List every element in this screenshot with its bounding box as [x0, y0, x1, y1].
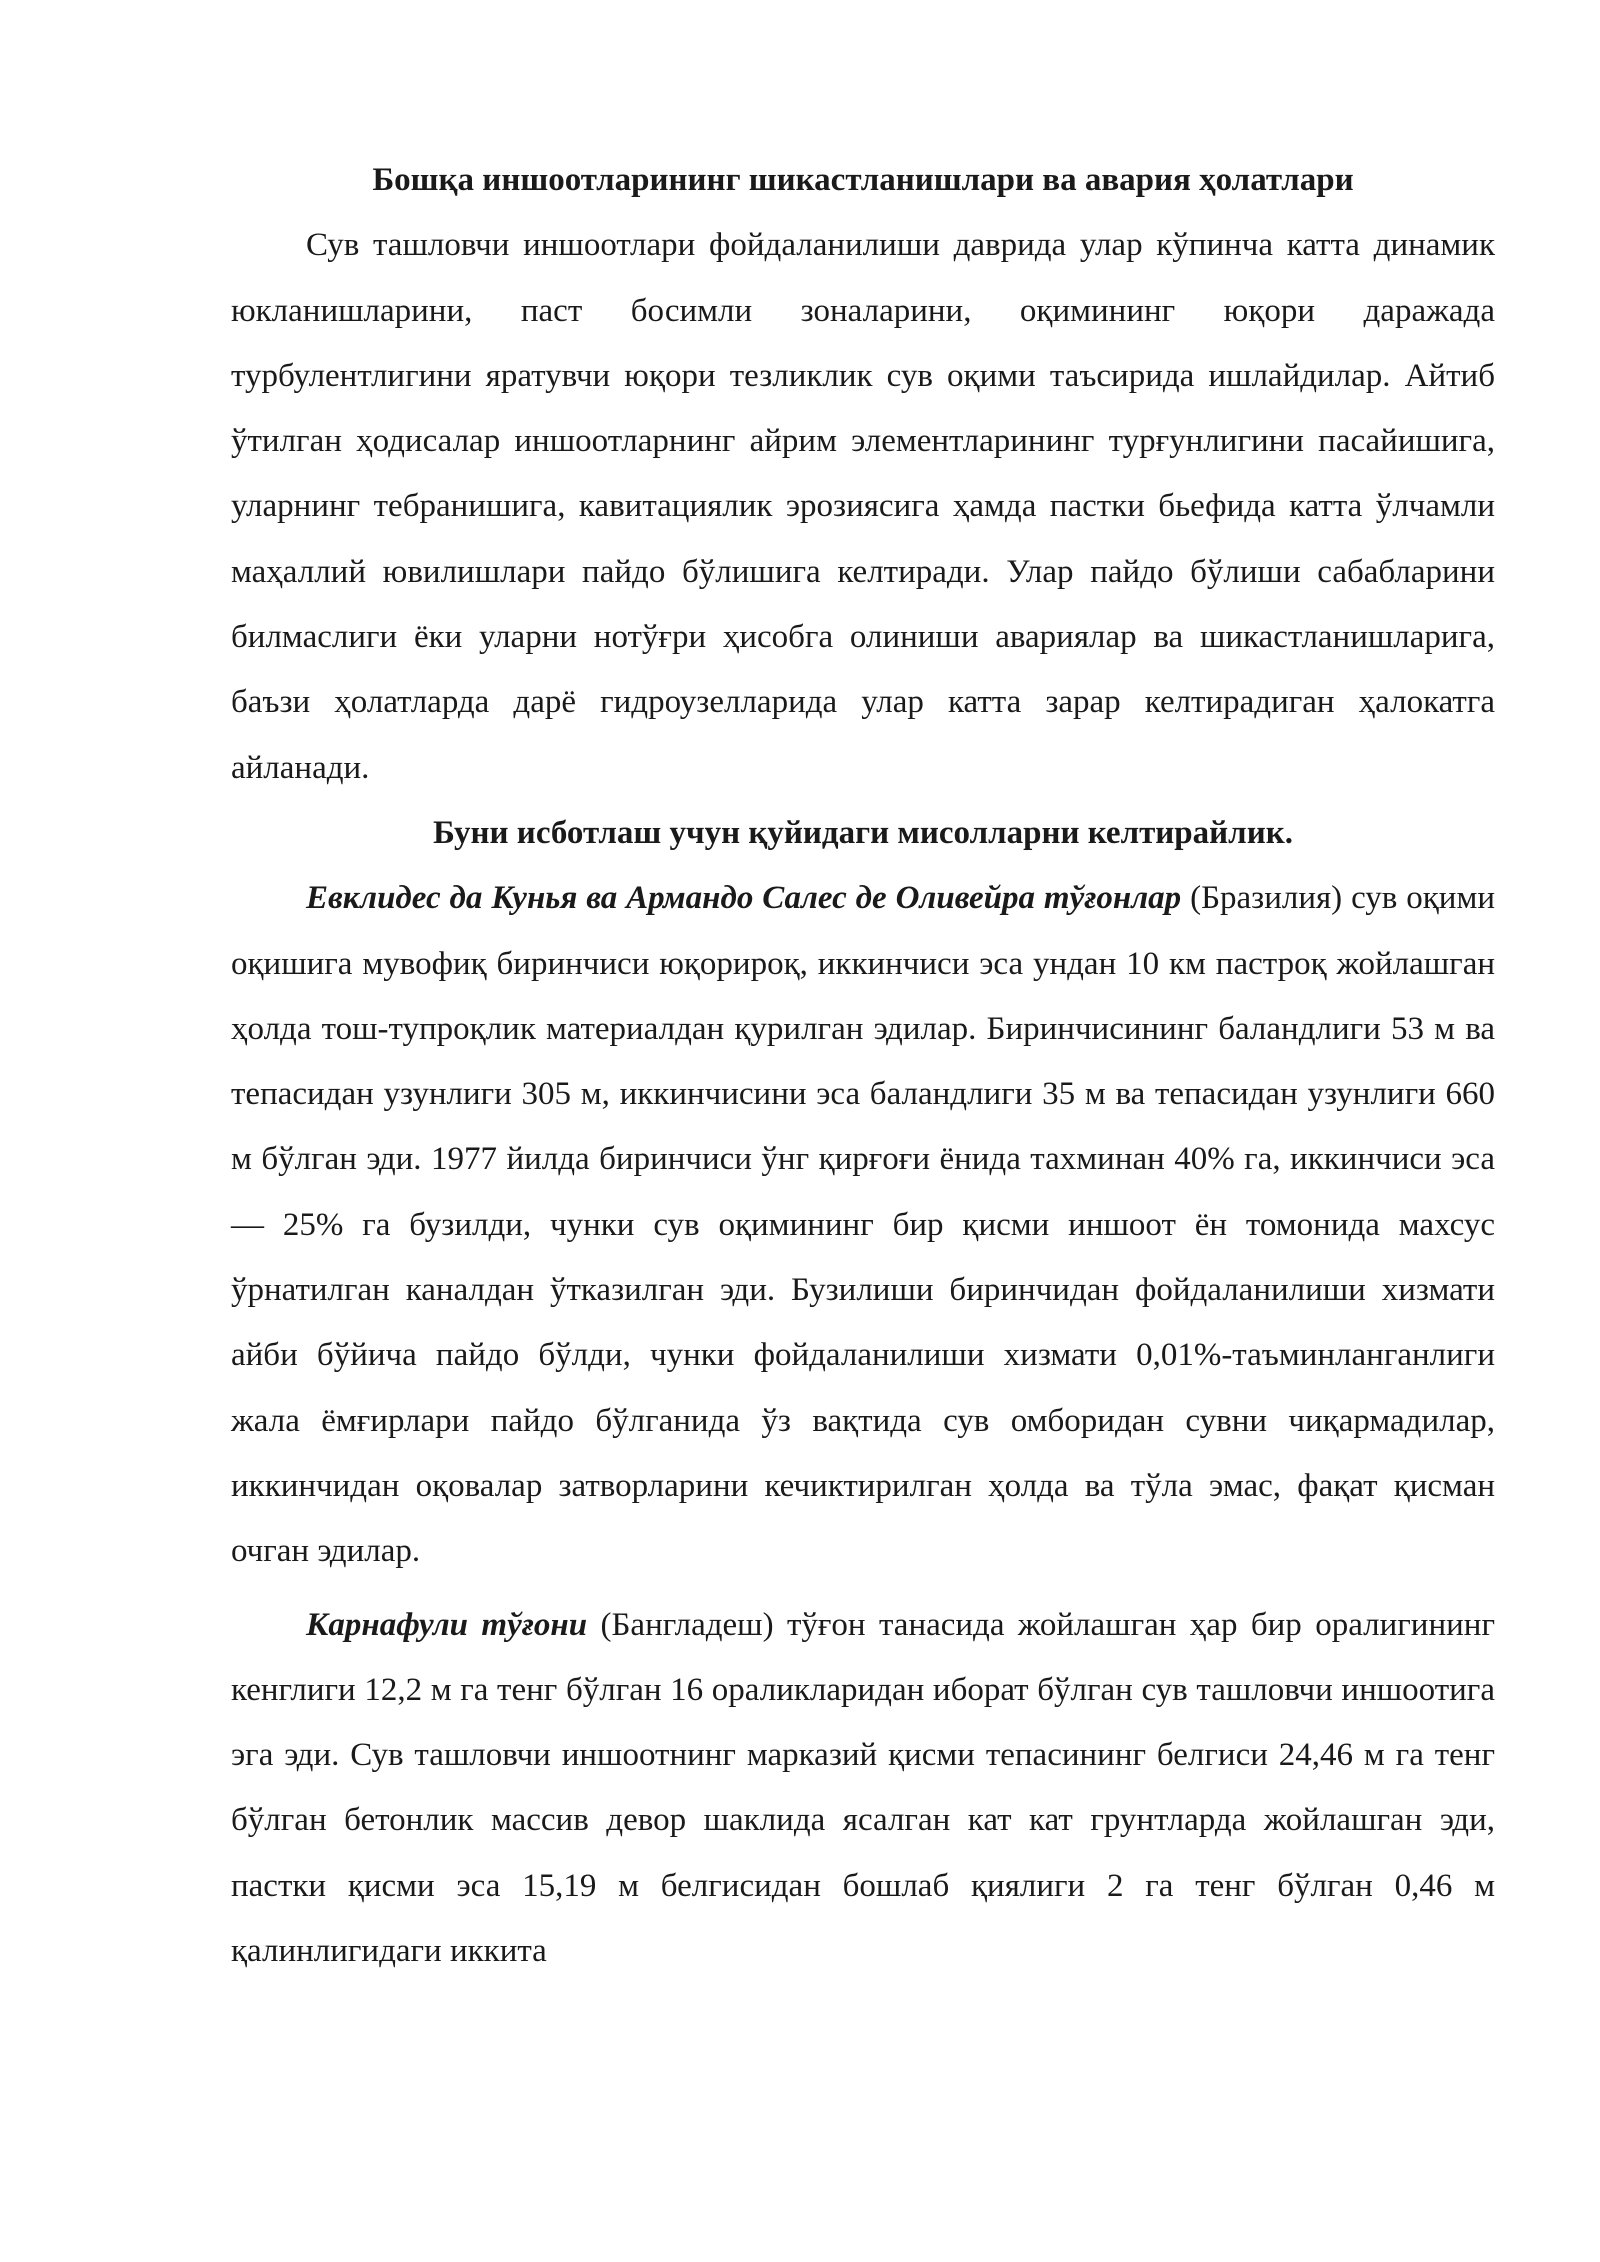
- paragraph-brazil-dams: [231, 866, 1495, 1584]
- document-body: [231, 148, 1495, 1984]
- paragraph-karnafuli-text: (Бангладеш) тўғон танасида жойлашган ҳар бир оралигининг кенглиги 12,2 м га тенг бўлган 16 ораликларидан иборат бўлган сув ташловчи иншоотига эга эди. Сув ташловчи иншоотнинг марказий қисми тепасининг белгиси 24,46 м га тенг бўлган бетонлик массив девор шаклида ясалган кат кат грунтларда жойлашган эди, пастки қисми эса 15,19 м белгисидан бошлаб қиялиги 2 га тенг бўлган 0,46 м қалинлигидаги иккита: [231, 1606, 1495, 1970]
- paragraph-karnafuli-dam: [231, 1593, 1495, 1985]
- paragraph-brazil-text: (Бразилия) сув оқими оқишига мувофиқ биринчиси юқорироқ, иккинчиси эса ундан 10 км пастроқ жойлашган ҳолда тош-тупроқлик материалдан қурилган эдилар. Биринчисининг баландлиги 53 м ва тепасидан узунлиги 305 м, иккинчисини эса баландлиги 35 м ва тепасидан узунлиги 660 м бўлган эди. 1977 йилда биринчиси ўнг қирғоғи ёнида тахминан 40% га, иккинчиси эса — 25% га бузилди, чунки сув оқимининг бир қисми иншоот ён томонида махсус ўрнатилган каналдан ўтказилган эди. Бузилиши биринчидан фойдаланилиши хизмати айби бўйича пайдо бўлди, чунки фойдаланилиши хизмати 0,01%-таъминланганлиги жала ёмғирлари пайдо бўлганида ўз вақтида сув омборидан сувни чиқармадилар, иккинчидан оқовалар затворларини кечиктирилган ҳолда ва тўла эмас, фақат қисман очган эдилар.: [231, 880, 1495, 1570]
- examples-heading: Буни исботлаш учун қуйидаги мисолларни келтирайлик.: [433, 814, 1293, 851]
- section-heading: Бошқа иншоотларининг шикастланишлари ва авария ҳолатлари: [372, 162, 1354, 198]
- paragraph-intro: Сув ташловчи иншоотлари фойдаланилиши даврида улар кўпинча катта динамик юкланишларини, паст босимли зоналарини, оқимининг юқори даражада турбулентлигини яратувчи юқори тезликлик сув оқими таъсирида ишлайдилар. Айтиб ўтилган ҳодисалар иншоотларнинг айрим элементларининг турғунлигини пасайишига, уларнинг тебранишига, кавитациялик эрозиясига ҳамда пастки бьефида катта ўлчамли маҳаллий ювилишлари пайдо бўлишига келтиради. Улар пайдо бўлиши сабабларини билмаслиги ёки уларни нотўғри ҳисобга олиниши авариялар ва шикастланишларига, баъзи ҳолатларда дарё гидроузелларида улар катта зарар келтирадиган ҳалокатга айланади.: [231, 227, 1495, 786]
- dam-name-karnafuli: Карнафули тўғони: [306, 1606, 588, 1643]
- dam-name-brazil: Евклидес да Кунья ва Армандо Салес де Оливейра тўғонлар: [306, 880, 1182, 917]
